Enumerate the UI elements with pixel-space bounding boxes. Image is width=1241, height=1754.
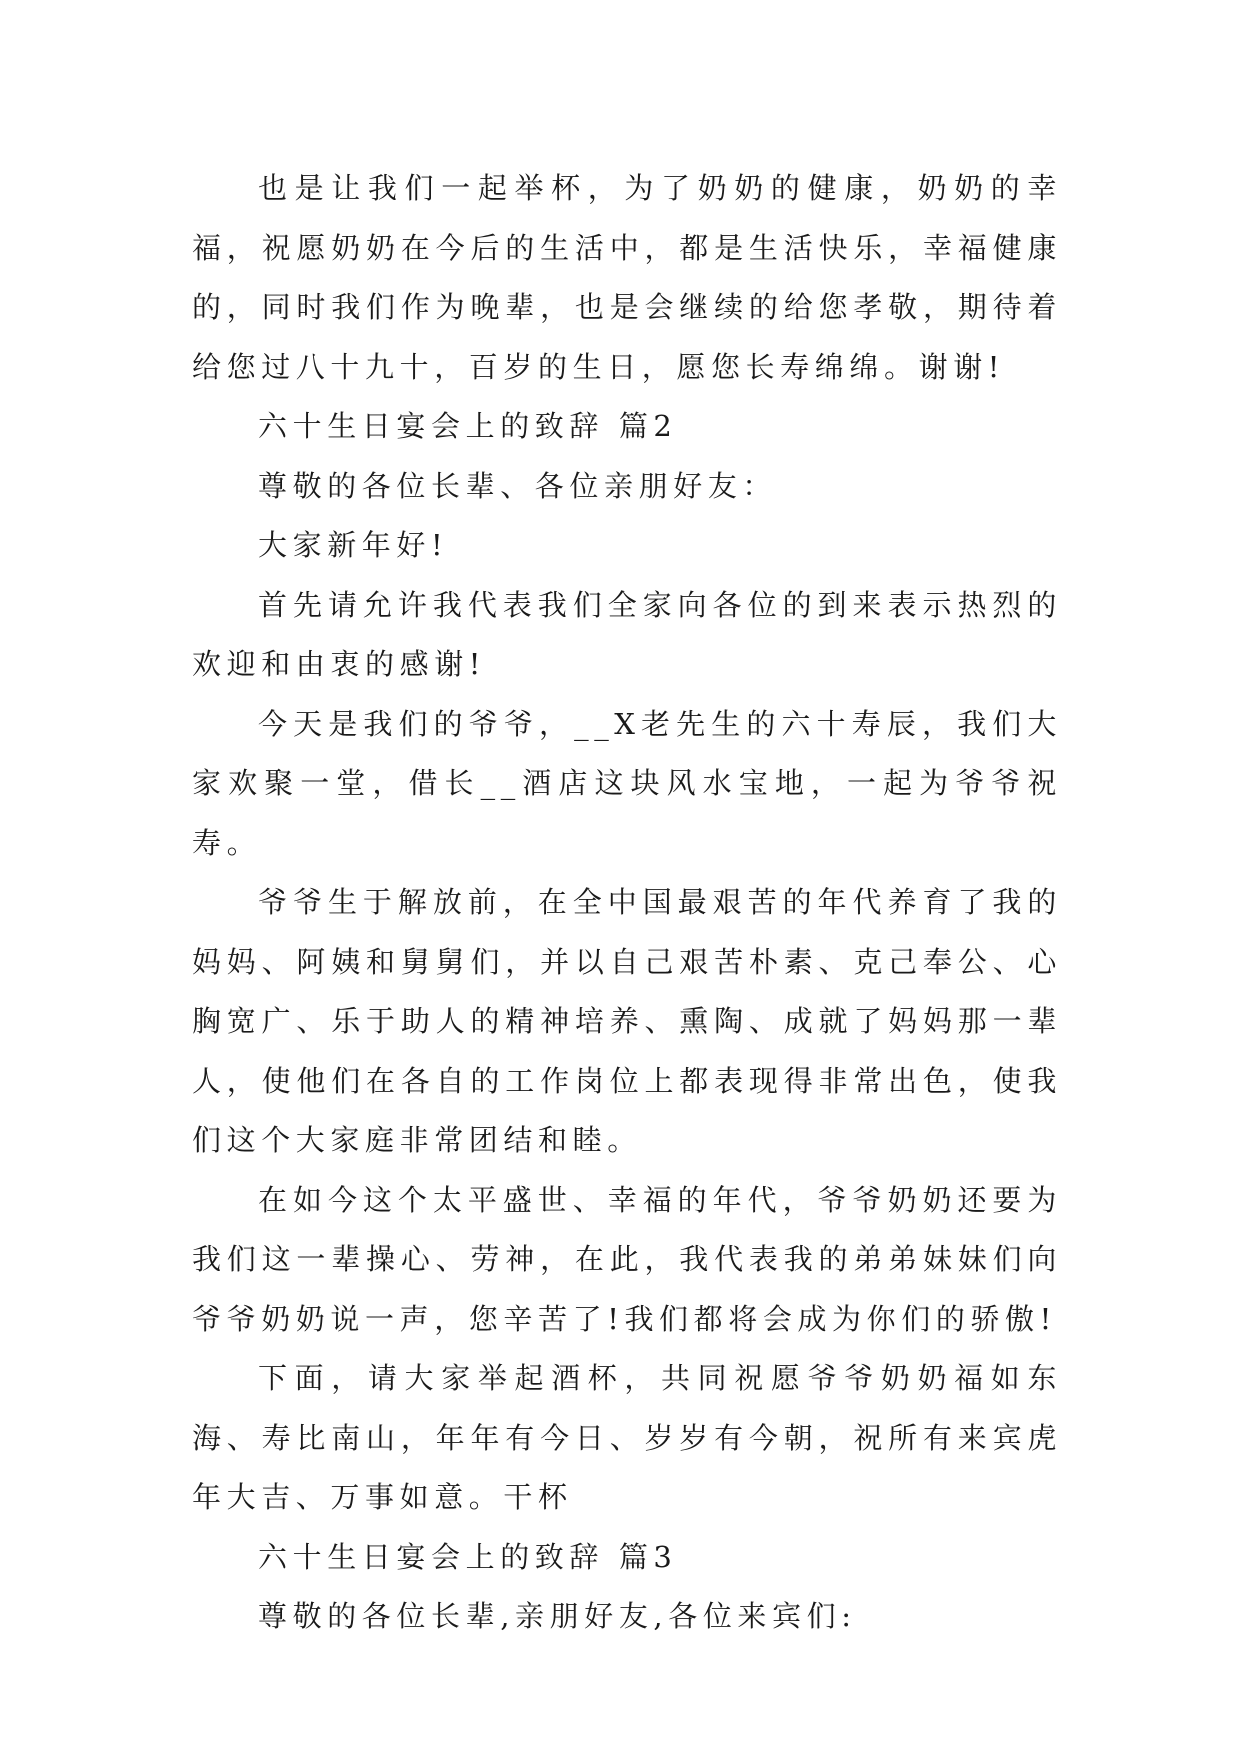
paragraph-welcome: 首先请允许我代表我们全家向各位的到来表示热烈的欢迎和由衷的感谢! xyxy=(192,587,1062,681)
salutation: 尊敬的各位长辈、各位亲朋好友： xyxy=(258,468,778,503)
document-body xyxy=(192,159,1062,1647)
paragraph-occasion: 今天是我们的爷爷，__X老先生的六十寿辰，我们大家欢聚一堂，借长__酒店这块风水宝地，一起为爷爷祝寿。 xyxy=(192,706,1062,860)
section-heading-2: 六十生日宴会上的致辞 篇2 xyxy=(258,409,678,443)
paragraph-closing-toast: 也是让我们一起举杯，为了奶奶的健康，奶奶的幸福，祝愿奶奶在今后的生活中，都是生活快乐，幸福健康的，同时我们作为晚辈，也是会继续的给您孝敬，期待着给您过八十九十，百岁的生日，愿您长寿绵绵。谢谢! xyxy=(192,171,1062,384)
paragraph-gratitude: 在如今这个太平盛世、幸福的年代，爷爷奶奶还要为我们这一辈操心、劳神，在此，我代表我的弟弟妹妹们向爷爷奶奶说一声，您辛苦了!我们都将会成为你们的骄傲! xyxy=(192,1182,1062,1336)
salutation-3: 尊敬的各位长辈,亲朋好友,各位来宾们: xyxy=(258,1599,857,1633)
section-heading-3: 六十生日宴会上的致辞 篇3 xyxy=(258,1539,678,1574)
paragraph-toast: 下面，请大家举起酒杯，共同祝愿爷爷奶奶福如东海、寿比南山，年年有今日、岁岁有今朝，祝所有来宾虎年大吉、万事如意。干杯 xyxy=(192,1361,1062,1514)
greeting: 大家新年好! xyxy=(258,528,449,562)
paragraph-grandfather: 爷爷生于解放前，在全中国最艰苦的年代养育了我的妈妈、阿姨和舅舅们，并以自己艰苦朴素、克己奉公、心胸宽广、乐于助人的精神培养、熏陶、成就了妈妈那一辈人，使他们在各自的工作岗位上都表现得非常出色，使我们这个大家庭非常团结和睦。 xyxy=(192,885,1062,1157)
